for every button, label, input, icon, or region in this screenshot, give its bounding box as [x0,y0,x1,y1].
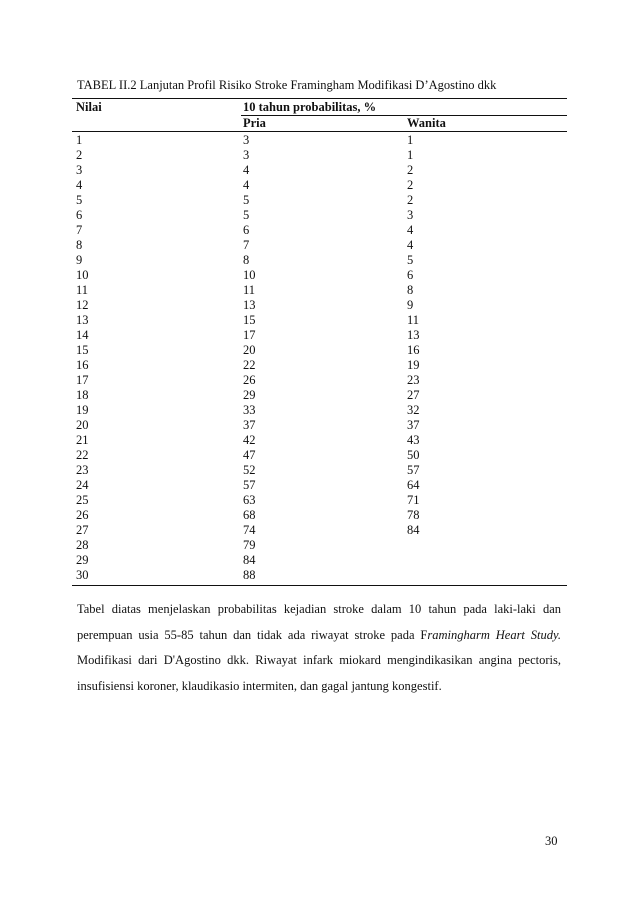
cell-wanita: 64 [407,478,420,492]
cell-wanita: 9 [407,298,414,312]
cell-wanita: 2 [407,178,414,192]
cell-pria: 4 [243,178,250,192]
cell-pria: 6 [243,223,250,237]
cell-nilai: 4 [76,178,83,192]
cell-wanita: 71 [407,493,420,507]
table-bottom-rule [72,585,567,586]
table-row [72,358,567,373]
cell-wanita: 2 [407,163,414,177]
cell-wanita: 27 [407,388,420,402]
cell-wanita: 78 [407,508,420,522]
cell-nilai: 20 [76,418,89,432]
table-row [72,433,567,448]
table-row [72,463,567,478]
table-row [72,403,567,418]
cell-pria: 20 [243,343,256,357]
risk-table [72,98,567,586]
table-row [72,373,567,388]
cell-nilai: 23 [76,463,89,477]
cell-pria: 52 [243,463,256,477]
cell-wanita: 11 [407,313,420,327]
cell-nilai: 7 [76,223,83,237]
table-row [72,538,567,553]
cell-nilai: 2 [76,148,83,162]
cell-pria: 5 [243,208,250,222]
table-body [72,132,567,585]
cell-pria: 13 [243,298,256,312]
cell-pria: 84 [243,553,256,567]
table-subheader-row [72,115,567,131]
cell-nilai: 10 [76,268,89,282]
table-row [72,133,567,148]
cell-pria: 15 [243,313,256,327]
cell-nilai: 22 [76,448,89,462]
cell-wanita: 37 [407,418,420,432]
cell-nilai: 30 [76,568,89,582]
cell-pria: 57 [243,478,256,492]
cell-wanita: 19 [407,358,420,372]
table-row [72,223,567,238]
cell-nilai: 29 [76,553,89,567]
cell-nilai: 25 [76,493,89,507]
table-row [72,418,567,433]
cell-wanita: 84 [407,523,420,537]
paragraph-text-2: Modifikasi dari D'Agostino dkk. Riwayat infark miokard mengindikasikan angina pectoris, insufisiensi koroner, klaudikasio intermiten, dan gagal jantung kongestif. [77,653,561,693]
cell-wanita: 5 [407,253,414,267]
paragraph-text-1: Tabel diatas menjelaskan probabilitas kejadian stroke dalam 10 tahun pada laki-laki dan perempuan usia 55-85 tahun dan tidak ada riwayat stroke pada F [77,602,561,642]
cell-nilai: 26 [76,508,89,522]
table-row [72,343,567,358]
cell-nilai: 5 [76,193,83,207]
cell-pria: 22 [243,358,256,372]
table-row [72,298,567,313]
cell-pria: 7 [243,238,250,252]
table-row [72,208,567,223]
cell-nilai: 8 [76,238,83,252]
header-nilai: Nilai [76,100,102,114]
cell-wanita: 43 [407,433,420,447]
cell-nilai: 14 [76,328,89,342]
cell-pria: 33 [243,403,256,417]
cell-pria: 26 [243,373,256,387]
cell-wanita: 13 [407,328,420,342]
cell-wanita: 50 [407,448,420,462]
cell-nilai: 1 [76,133,83,147]
table-row [72,493,567,508]
table-header-row [72,99,567,115]
cell-nilai: 9 [76,253,83,267]
table-row [72,448,567,463]
cell-wanita: 8 [407,283,414,297]
cell-wanita: 57 [407,463,420,477]
cell-pria: 47 [243,448,256,462]
header-wanita: Wanita [407,116,446,130]
cell-nilai: 24 [76,478,89,492]
cell-nilai: 15 [76,343,89,357]
cell-wanita: 4 [407,223,414,237]
table-row [72,148,567,163]
paragraph-study-name: ramingharm Heart Study. [427,627,561,642]
cell-wanita: 1 [407,148,414,162]
table-row [72,283,567,298]
cell-pria: 37 [243,418,256,432]
cell-pria: 4 [243,163,250,177]
table-row [72,568,567,583]
table-row [72,253,567,268]
cell-nilai: 16 [76,358,89,372]
cell-wanita: 16 [407,343,420,357]
cell-nilai: 21 [76,433,89,447]
cell-wanita: 6 [407,268,414,282]
cell-nilai: 12 [76,298,89,312]
table-row [72,553,567,568]
cell-pria: 17 [243,328,256,342]
cell-pria: 8 [243,253,250,267]
cell-pria: 3 [243,133,250,147]
cell-nilai: 27 [76,523,89,537]
table-row [72,268,567,283]
cell-nilai: 6 [76,208,83,222]
table-row [72,313,567,328]
cell-pria: 11 [243,283,256,297]
cell-nilai: 13 [76,313,89,327]
cell-pria: 42 [243,433,256,447]
table-row [72,508,567,523]
cell-pria: 63 [243,493,256,507]
cell-nilai: 17 [76,373,89,387]
cell-nilai: 19 [76,403,89,417]
body-paragraph [77,597,561,699]
cell-nilai: 11 [76,283,89,297]
cell-pria: 79 [243,538,256,552]
cell-wanita: 23 [407,373,420,387]
table-row [72,178,567,193]
cell-nilai: 18 [76,388,89,402]
table-row [72,388,567,403]
cell-pria: 88 [243,568,256,582]
cell-wanita: 3 [407,208,414,222]
cell-nilai: 3 [76,163,83,177]
table-row [72,163,567,178]
cell-pria: 3 [243,148,250,162]
cell-pria: 29 [243,388,256,402]
cell-pria: 5 [243,193,250,207]
table-row [72,478,567,493]
table-row [72,238,567,253]
table-row [72,523,567,538]
table-caption: TABEL II.2 Lanjutan Profil Risiko Stroke Framingham Modifikasi D’Agostino dkk [77,78,497,92]
table-row [72,328,567,343]
cell-nilai: 28 [76,538,89,552]
page-number: 30 [545,834,558,848]
cell-wanita: 2 [407,193,414,207]
cell-pria: 10 [243,268,256,282]
table-row [72,193,567,208]
cell-pria: 74 [243,523,256,537]
header-probability: 10 tahun probabilitas, % [243,100,377,114]
cell-pria: 68 [243,508,256,522]
cell-wanita: 4 [407,238,414,252]
cell-wanita: 1 [407,133,414,147]
header-pria: Pria [243,116,266,130]
cell-wanita: 32 [407,403,420,417]
